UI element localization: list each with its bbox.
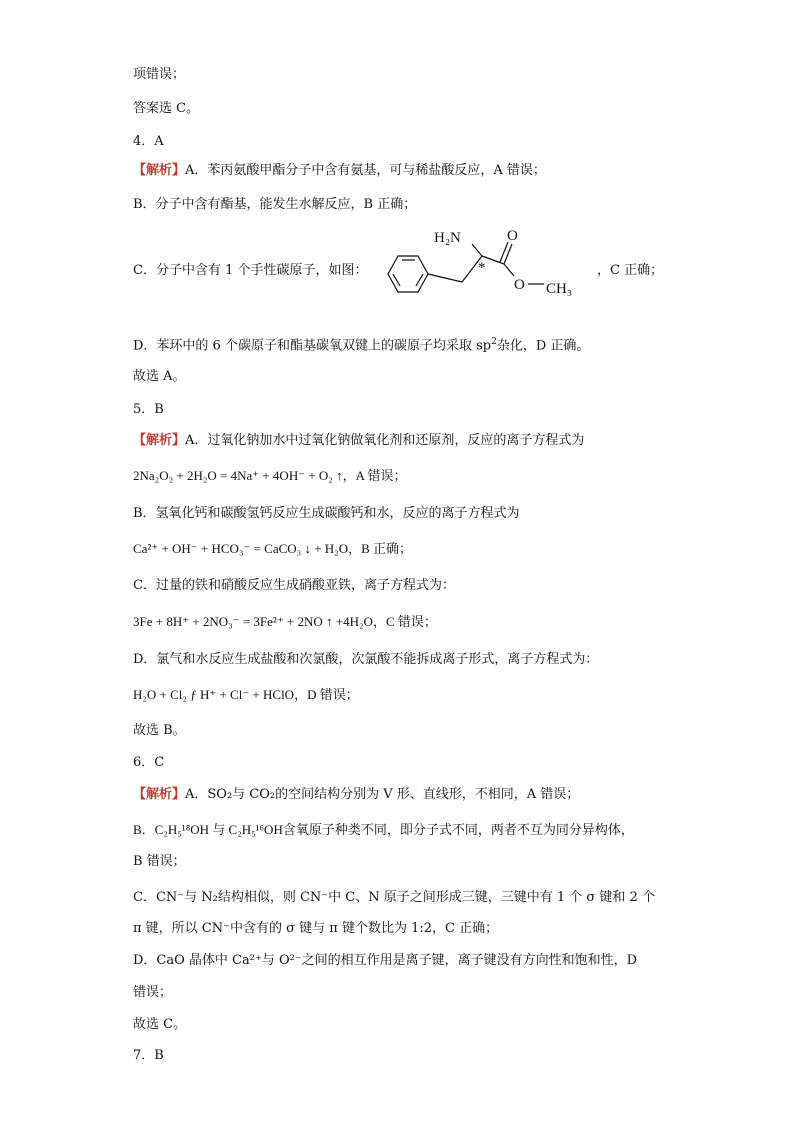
analysis-text: A．苯丙氨酸甲酯分子中含有氨基，可与稀盐酸反应，A 错误； bbox=[185, 163, 546, 178]
answer-line: 答案选 C。 bbox=[133, 101, 200, 116]
text-line: 项错误； bbox=[133, 67, 186, 82]
ester-oxygen-label: O bbox=[514, 277, 525, 293]
text-line: C．分子中含有 1 个手性碳原子，如图： bbox=[133, 263, 368, 278]
text-line: D．CaO 晶体中 Ca²⁺与 O²⁻之间的相互作用是离子键，离子键没有方向性和饱和性，D bbox=[133, 953, 638, 968]
analysis-line bbox=[133, 786, 579, 804]
text-line: B．氢氧化钙和碳酸氢钙反应生成碳酸钙和水，反应的离子方程式为 bbox=[133, 506, 520, 521]
equation-line bbox=[133, 540, 412, 558]
analysis-line bbox=[133, 162, 546, 180]
conclusion-line: 故选 B。 bbox=[133, 723, 186, 738]
text-segment: ，B 正确； bbox=[348, 541, 413, 556]
text-line: C．过量的铁和硝酸反应生成硝酸亚铁，离子方程式为： bbox=[133, 578, 455, 593]
amine-label: H₂N bbox=[434, 230, 461, 246]
equation: Ca²⁺ + OH⁻ + HCO₃⁻ = CaCO₃ ↓ + H₂O bbox=[133, 541, 349, 556]
question-number: 7．B bbox=[133, 1048, 164, 1063]
text-segment: 含氧原子种类不同，即分子式不同，两者不互为同分异构体， bbox=[282, 823, 634, 838]
text-segment: D．苯环中的 6 个碳原子和酯基碳氧双键上的碳原子均采取 sp bbox=[133, 338, 492, 354]
text-line bbox=[133, 333, 589, 355]
text-line: ，C 正确； bbox=[597, 263, 664, 278]
text-segment: ，D 错误； bbox=[294, 687, 359, 702]
text-segment: ，A 错误； bbox=[342, 468, 407, 483]
text-segment: 杂化，D 正确。 bbox=[496, 338, 590, 354]
formula: B．C₂H₅¹⁸OH 与 C₂H₅¹⁶OH bbox=[133, 822, 283, 837]
analysis-tag: 【解析】 bbox=[133, 163, 186, 178]
question-number: 4．A bbox=[133, 134, 164, 149]
conclusion-line: 故选 C。 bbox=[133, 1017, 187, 1032]
equation-line bbox=[133, 467, 407, 485]
text-line bbox=[133, 821, 634, 840]
analysis-tag: 【解析】 bbox=[133, 433, 186, 448]
question-number: 6．C bbox=[133, 755, 165, 770]
analysis-text: A．过氧化钠加水中过氧化钠做氧化剂和还原剂，反应的离子方程式为 bbox=[185, 433, 585, 448]
superscript: 2 bbox=[491, 337, 497, 347]
text-segment: ，C 错误； bbox=[372, 614, 437, 629]
equation: 2Na₂O₂ + 2H₂O = 4Na⁺ + 4OH⁻ + O₂ ↑ bbox=[133, 468, 343, 483]
analysis-line bbox=[133, 432, 584, 450]
equation: H₂O + Cl₂ ƒ H⁺ + Cl⁻ + HClO bbox=[133, 687, 295, 702]
text-line: B 错误； bbox=[133, 854, 186, 869]
analysis-tag: 【解析】 bbox=[133, 787, 186, 802]
conclusion-line: 故选 A。 bbox=[133, 369, 186, 384]
equation: 3Fe + 8H⁺ + 2NO₃⁻ = 3Fe²⁺ + 2NO ↑ +4H₂O bbox=[133, 614, 373, 629]
methyl-label: CH₃ bbox=[546, 281, 573, 297]
text-line: B．分子中含有酯基，能发生水解反应，B 正确； bbox=[133, 197, 417, 212]
text-line: 错误； bbox=[133, 985, 173, 1000]
analysis-text: A．SO₂与 CO₂的空间结构分别为 V 形、直线形，不相同，A 错误； bbox=[185, 787, 580, 802]
text-line: π 键，所以 CN⁻中含有的 σ 键与 π 键个数比为 1:2，C 正确； bbox=[133, 921, 499, 936]
text-line: C．CN⁻与 N₂结构相似，则 CN⁻中 C、N 原子之间形成三键，三键中有 1 个 σ 键和 2 个 bbox=[133, 890, 655, 905]
text-line: D．氯气和水反应生成盐酸和次氯酸，次氯酸不能拆成离子形式，离子方程式为： bbox=[133, 652, 599, 667]
chiral-mark: * bbox=[478, 260, 486, 276]
equation-line bbox=[133, 686, 359, 704]
equation-line bbox=[133, 613, 437, 631]
phenylalanine-methyl-ester-structure bbox=[374, 222, 604, 304]
carbonyl-oxygen-label: O bbox=[507, 228, 518, 244]
question-number: 5．B bbox=[133, 402, 164, 417]
